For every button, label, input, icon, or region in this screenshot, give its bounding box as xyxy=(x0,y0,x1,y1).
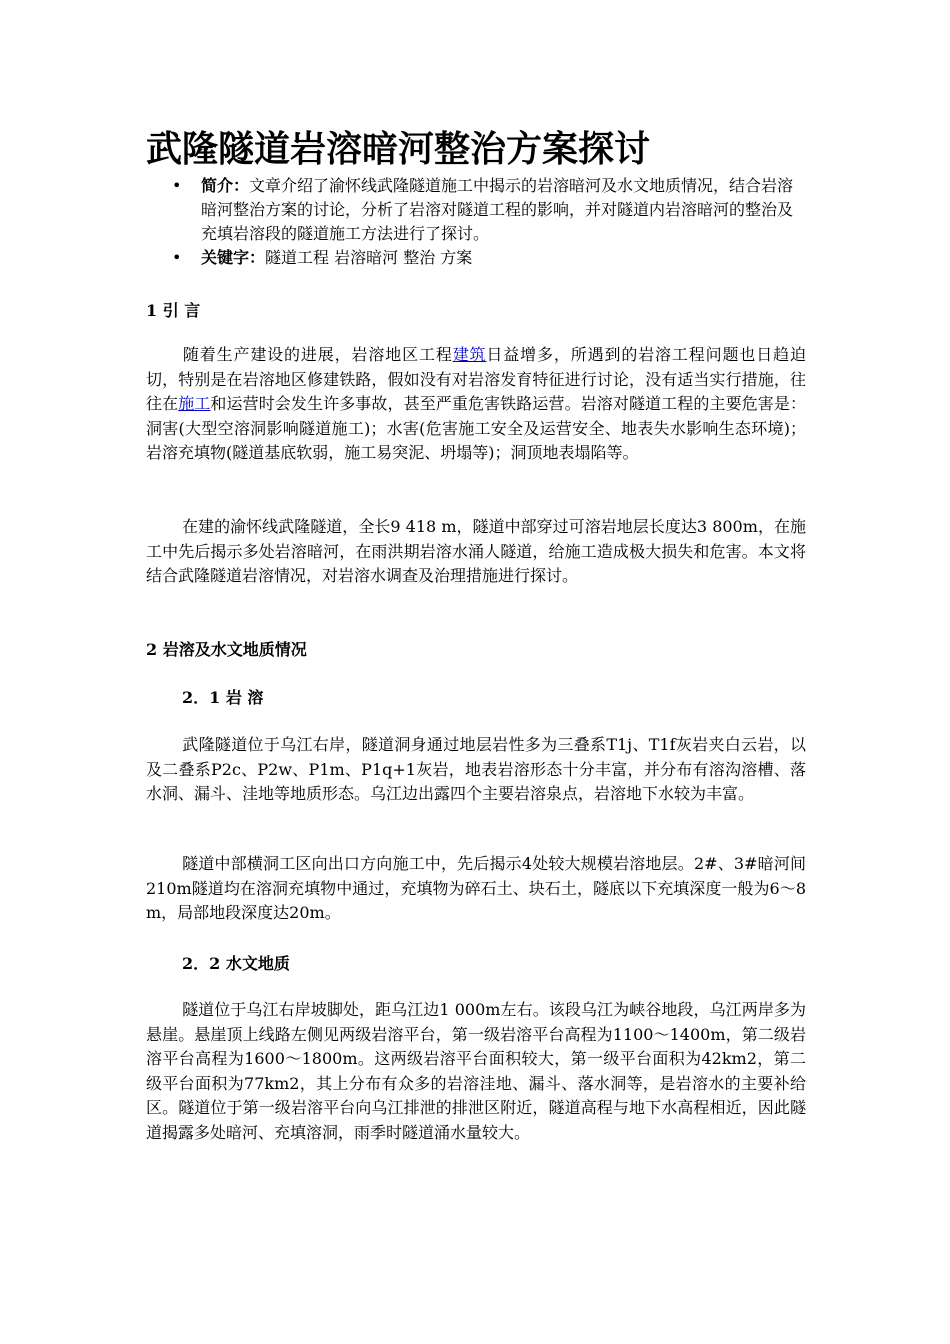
sub1-p2-text: 隧道中部横洞工区向出口方向施工中，先后揭示4处较大规模岩溶地层。2#、3#暗河间210m隧道均在溶洞充填物中通过，充填物为碎石土、块石土，隧底以下充填深度一般为6～8 m，局部地段深度达20m。 xyxy=(146,854,806,922)
link-shigong[interactable]: 施工 xyxy=(178,394,211,413)
subsection-2-1-paragraph2 xyxy=(146,852,806,926)
subsection-2-2-paragraph1 xyxy=(146,998,806,1145)
section2-heading: 2 岩溶及水文地质情况 xyxy=(146,640,307,659)
keywords-text: 隧道工程 岩溶暗河 整治 方案 xyxy=(265,248,473,267)
summary-list xyxy=(146,174,806,270)
p1-text-a: 随着生产建设的进展，岩溶地区工程 xyxy=(182,345,453,364)
sub1-p1-text: 武隆隧道位于乌江右岸，隧道洞身通过地层岩性多为三叠系T1j、T1f灰岩夹白云岩，以及二叠系P2c、P2w、P1m、P1q+1灰岩，地表岩溶形态十分丰富，并分布有溶沟溶槽、落水洞、漏斗、洼地等地质形态。乌江边出露四个主要岩溶泉点，岩溶地下水较为丰富。 xyxy=(146,735,806,803)
bullet-icon: • xyxy=(172,176,182,195)
subsection-2-2-heading: 2．2 水文地质 xyxy=(182,954,290,973)
p2-text: 在建的渝怀线武隆隧道，全长9 418 m，隧道中部穿过可溶岩地层长度达3 800m，在施工中先后揭示多处岩溶暗河，在雨洪期岩溶水涌人隧道，给施工造成极大损失和危害。本文将结合武隆隧道岩溶情况，对岩溶水调查及治理措施进行探讨。 xyxy=(146,517,806,585)
link-jianzhu[interactable]: 建筑 xyxy=(452,345,487,364)
abstract-label: 简介： xyxy=(201,176,250,195)
abstract-text: 文章介绍了渝怀线武隆隧道施工中揭示的岩溶暗河及水文地质情况，结合岩溶暗河整治方案的讨论，分析了岩溶对隧道工程的影响，并对隧道内岩溶暗河的整治及充填岩溶段的隧道施工方法进行了探讨。 xyxy=(201,176,794,243)
p1-text-c: 和运营时会发生许多事故，甚至严重危害铁路运营。岩溶对隧道工程的主要危害是：洞害(大型空溶洞影响隧道施工)；水害(危害施工安全及运营安全、地表失水影响生态环境)；岩溶充填物(隧道基底软弱，施工易突泥、坍塌等)；洞顶地表塌陷等。 xyxy=(146,394,806,462)
section1-paragraph1 xyxy=(146,343,806,466)
sub2-p1-text: 隧道位于乌江右岸坡脚处，距乌江边1 000m左右。该段乌江为峡谷地段，乌江两岸多为悬崖。悬崖顶上线路左侧见两级岩溶平台，第一级岩溶平台高程为1100～1400m，第二级岩溶平台高程为1600～1800m。这两级岩溶平台面积较大，第一级平台面积为42km2，第二级平台面积为77km2，其上分布有众多的岩溶洼地、漏斗、落水洞等，是岩溶水的主要补给区。隧道位于第一级岩溶平台向乌江排泄的排泄区附近，隧道高程与地下水高程相近，因此隧道揭露多处暗河、充填溶洞，雨季时隧道涌水量较大。 xyxy=(146,1000,806,1142)
section1-heading: 1 引 言 xyxy=(146,301,201,320)
subsection-2-1-paragraph1 xyxy=(146,733,806,807)
subsection-2-1-heading: 2．1 岩 溶 xyxy=(182,688,264,707)
keywords-item xyxy=(146,246,806,270)
p1-text-b: 日益增多，所遇到的岩溶工程问题也日趋迫切，特别是在岩溶地区修建铁路，假如没有对岩溶发育特征进行讨论，没有适当实行措施，往往在 xyxy=(146,345,806,413)
document-title: 武隆隧道岩溶暗河整治方案探讨 xyxy=(146,129,651,170)
keywords-label: 关键字： xyxy=(201,248,266,267)
abstract-item xyxy=(146,174,806,246)
section1-paragraph2 xyxy=(146,515,806,589)
bullet-icon: • xyxy=(172,248,182,267)
